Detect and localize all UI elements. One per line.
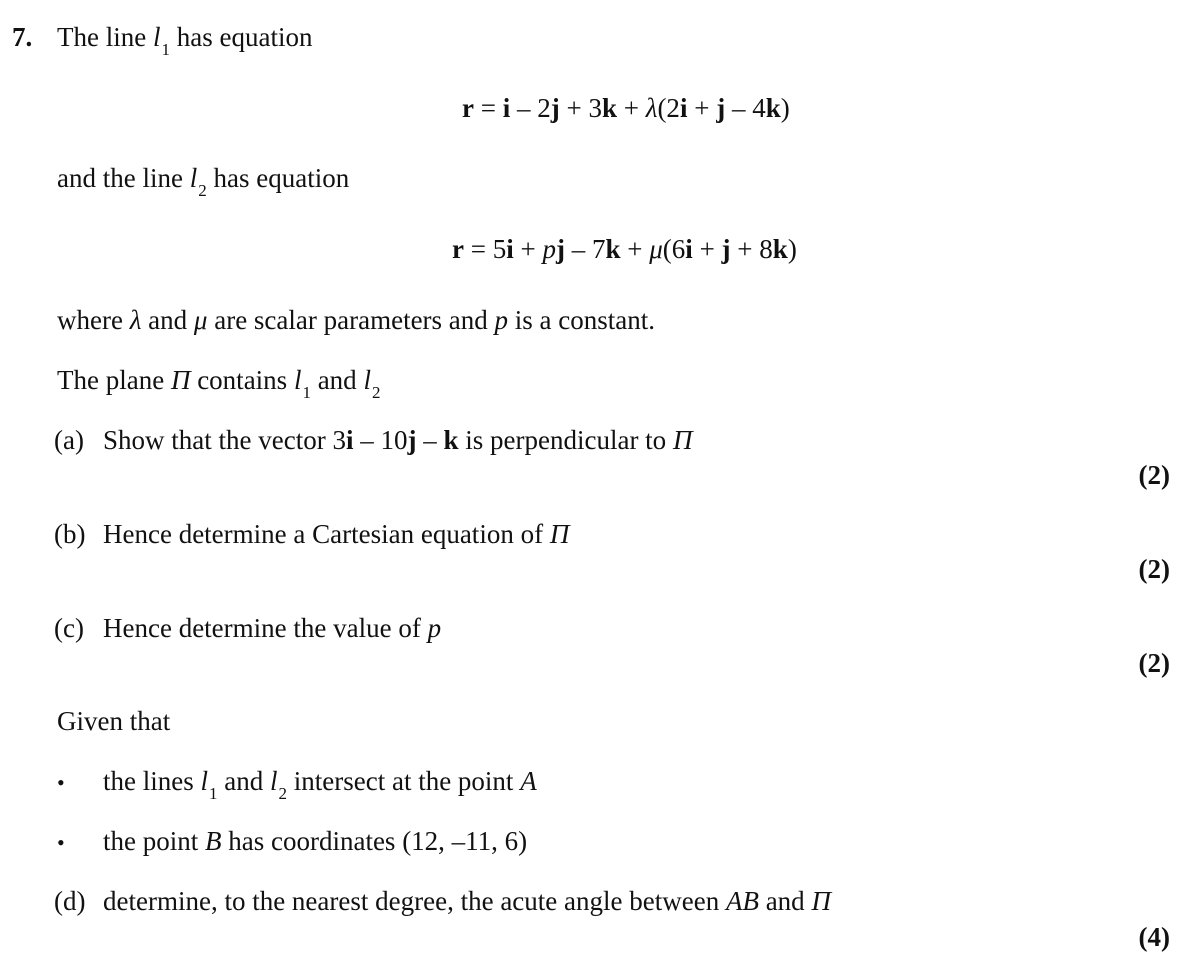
part-c-label: (c) — [54, 613, 84, 643]
parameters-description: where λ and μ are scalar parameters and p is a constant. — [57, 305, 656, 335]
line2-equation: r = 5i + pj – 7k + μ(6i + j + 8k) — [452, 234, 797, 264]
part-c-text: Hence determine the value of p — [103, 613, 442, 643]
question-number: 7. — [12, 22, 33, 52]
plane-statement: The plane Π contains $l_1$ and $l_2$ — [57, 365, 381, 402]
given-that: Given that — [57, 706, 171, 736]
part-a-text: Show that the vector 3i – 10j – k is perpendicular to Π — [103, 425, 693, 455]
part-d-text: determine, to the nearest degree, the acute angle between AB and Π — [103, 886, 831, 916]
part-a-marks: (2) — [1138, 460, 1170, 490]
bullet-2-text: the point B has coordinates (12, –11, 6) — [103, 826, 528, 856]
bullet-1-text: the lines $l_1$ and $l_2$ intersect at the point A — [103, 766, 537, 803]
line1-intro: The line $l_1$ has equation — [57, 22, 313, 59]
part-c-marks: (2) — [1138, 648, 1170, 678]
line1-equation: r = i – 2j + 3k + λ(2i + j – 4k) — [462, 93, 790, 123]
bullet-2-marker: • — [57, 830, 65, 855]
part-b-label: (b) — [54, 519, 86, 549]
part-b-marks: (2) — [1138, 554, 1170, 584]
line2-intro: and the line $l_2$ has equation — [57, 163, 350, 200]
part-b-text: Hence determine a Cartesian equation of Π — [103, 519, 570, 549]
part-d-marks: (4) — [1138, 922, 1170, 952]
part-d-label: (d) — [54, 886, 86, 916]
part-a-label: (a) — [54, 425, 84, 455]
bullet-1-marker: • — [57, 770, 65, 795]
